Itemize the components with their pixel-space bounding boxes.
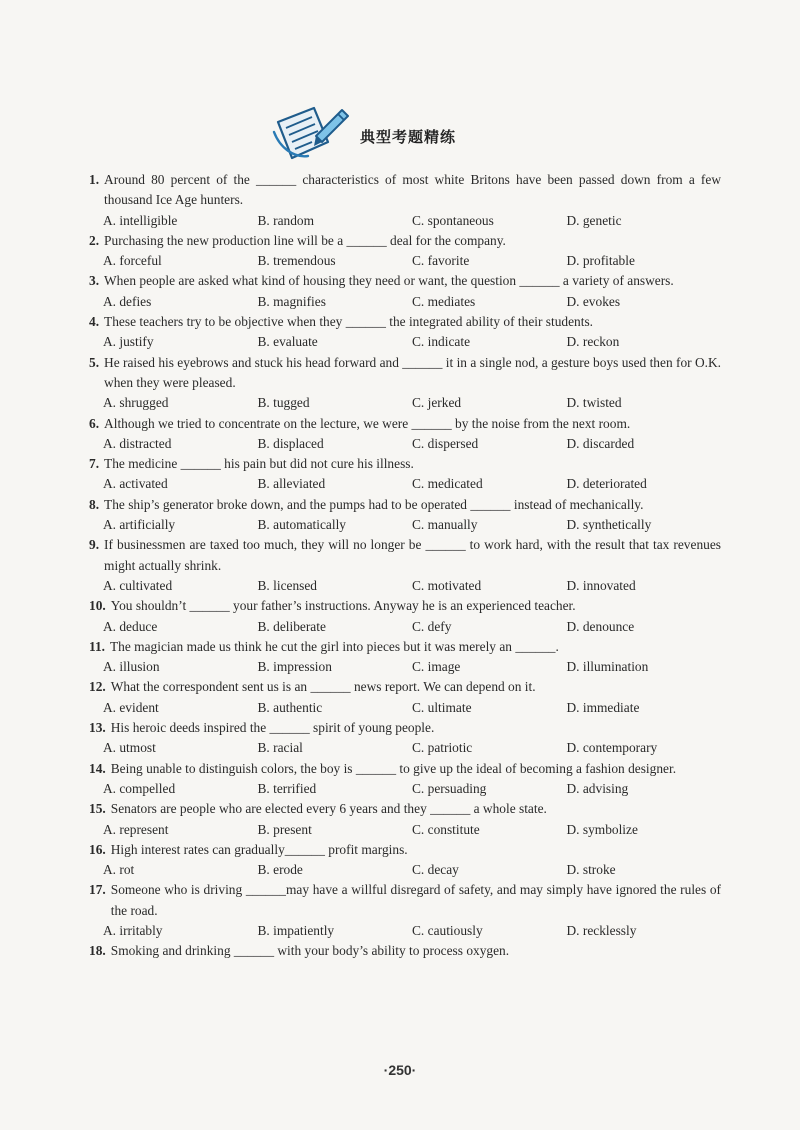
question-stem — [89, 941, 721, 961]
answer-options — [89, 292, 721, 312]
answer-options — [89, 211, 721, 231]
answer-option: C. defy — [412, 618, 452, 634]
question-stem — [89, 231, 721, 251]
question-text: Purchasing the new production line will be a ______ deal for the company. — [104, 232, 506, 248]
answer-option: B. automatically — [257, 517, 347, 533]
answer-option: A. activated — [103, 476, 168, 492]
question-item — [89, 535, 721, 596]
question-number: 5. — [89, 354, 100, 370]
answer-option: A. justify — [103, 334, 154, 350]
answer-option: A. distracted — [103, 435, 172, 451]
question-item — [89, 759, 721, 800]
question-item — [89, 637, 721, 678]
answer-option: D. reckon — [566, 334, 620, 350]
question-number: 10. — [89, 598, 106, 614]
question-number: 12. — [89, 679, 106, 695]
question-number: 7. — [89, 456, 100, 472]
question-stem — [89, 454, 721, 474]
question-text: Senators are people who are elected every 6 years and they ______ a whole state. — [110, 801, 547, 817]
answer-option: B. erode — [257, 862, 303, 878]
answer-option: A. cultivated — [103, 577, 173, 593]
question-item — [89, 353, 721, 414]
question-stem — [89, 799, 721, 819]
answer-option: A. artificially — [103, 517, 176, 533]
answer-option: B. displaced — [257, 435, 324, 451]
answer-option: B. magnifies — [257, 293, 326, 309]
question-stem — [89, 840, 721, 860]
answer-options — [89, 576, 721, 596]
question-text: He raised his eyebrows and stuck his head forward and ______ it in a single nod, a gesture boys used then for O.K. when they were pleased. — [104, 354, 721, 390]
answer-options — [89, 657, 721, 677]
question-stem — [89, 677, 721, 697]
answer-option: A. represent — [103, 821, 169, 837]
question-number: 11. — [89, 638, 105, 654]
answer-options — [89, 921, 721, 941]
section-title: 典型考题精练 — [360, 128, 457, 146]
question-item — [89, 596, 721, 637]
answer-option: D. discarded — [566, 435, 635, 451]
question-stem — [89, 495, 721, 515]
question-number: 6. — [89, 415, 100, 431]
answer-option: D. symbolize — [566, 821, 638, 837]
question-number: 9. — [89, 537, 100, 553]
question-number: 13. — [89, 720, 106, 736]
answer-options — [89, 393, 721, 413]
answer-option: C. dispersed — [412, 435, 479, 451]
question-stem — [89, 312, 721, 332]
question-stem — [89, 637, 721, 657]
answer-option: D. deteriorated — [566, 476, 647, 492]
section-header — [0, 102, 800, 162]
question-item — [89, 941, 721, 961]
answer-option: D. contemporary — [566, 740, 658, 756]
question-number: 18. — [89, 943, 106, 959]
question-item — [89, 718, 721, 759]
question-item — [89, 414, 721, 455]
answer-option: B. random — [257, 212, 315, 228]
answer-options — [89, 738, 721, 758]
answer-option: A. illusion — [103, 659, 160, 675]
question-text: Being unable to distinguish colors, the boy is ______ to give up the ideal of becoming a fashion designer. — [110, 760, 677, 776]
question-stem — [89, 880, 721, 921]
answer-option: D. twisted — [566, 395, 622, 411]
answer-option: C. indicate — [412, 334, 471, 350]
question-number: 17. — [89, 882, 106, 898]
question-stem — [89, 759, 721, 779]
answer-option: A. defies — [103, 293, 152, 309]
answer-option: C. mediates — [412, 293, 476, 309]
answer-option: C. persuading — [412, 780, 487, 796]
answer-option: C. patriotic — [412, 740, 473, 756]
answer-options — [89, 860, 721, 880]
question-text: What the correspondent sent us is an ______ news report. We can depend on it. — [110, 679, 536, 695]
question-number: 2. — [89, 232, 100, 248]
answer-option: D. profitable — [566, 253, 635, 269]
question-stem — [89, 414, 721, 434]
question-text: Smoking and drinking ______ with your body’s ability to process oxygen. — [110, 943, 510, 959]
question-item — [89, 271, 721, 312]
answer-option: B. impression — [257, 659, 332, 675]
answer-option: A. intelligible — [103, 212, 178, 228]
question-item — [89, 454, 721, 495]
question-stem — [89, 271, 721, 291]
answer-option: B. present — [257, 821, 312, 837]
question-text: His heroic deeds inspired the ______ spirit of young people. — [110, 720, 435, 736]
answer-option: B. authentic — [257, 699, 323, 715]
question-text: High interest rates can gradually______ profit margins. — [110, 841, 408, 857]
question-text: Someone who is driving ______may have a willful disregard of safety, and may simply have ignored the rules of the road. — [110, 882, 721, 918]
answer-option: A. rot — [103, 862, 135, 878]
answer-options — [89, 251, 721, 271]
answer-options — [89, 698, 721, 718]
answer-option: B. tugged — [257, 395, 310, 411]
question-number: 8. — [89, 496, 100, 512]
answer-option: D. evokes — [566, 293, 621, 309]
answer-options — [89, 779, 721, 799]
answer-option: D. stroke — [566, 862, 616, 878]
answer-option: B. racial — [257, 740, 303, 756]
answer-option: D. genetic — [566, 212, 622, 228]
question-number: 4. — [89, 314, 100, 330]
question-stem — [89, 596, 721, 616]
answer-option: B. evaluate — [257, 334, 318, 350]
question-text: The magician made us think he cut the girl into pieces but it was merely an ______. — [110, 638, 559, 654]
question-number: 16. — [89, 841, 106, 857]
answer-option: C. cautiously — [412, 922, 483, 938]
answer-option: B. tremendous — [257, 253, 336, 269]
answer-option: D. innovated — [566, 577, 636, 593]
question-item — [89, 840, 721, 881]
question-item — [89, 677, 721, 718]
question-number: 1. — [89, 172, 100, 187]
answer-option: A. evident — [103, 699, 159, 715]
answer-option: D. denounce — [566, 618, 635, 634]
question-item — [89, 312, 721, 353]
answer-options — [89, 332, 721, 352]
question-stem — [89, 353, 721, 394]
answer-option: D. synthetically — [566, 517, 652, 533]
answer-option: D. illumination — [566, 659, 649, 675]
answer-option: C. motivated — [412, 577, 482, 593]
question-text: These teachers try to be objective when they ______ the integrated ability of their students. — [104, 314, 594, 330]
answer-option: A. deduce — [103, 618, 158, 634]
question-text: You shouldn’t ______ your father’s instructions. Anyway he is an experienced teacher. — [110, 598, 576, 614]
answer-option: C. constitute — [412, 821, 480, 837]
answer-option: C. decay — [412, 862, 459, 878]
answer-options — [89, 820, 721, 840]
question-number: 15. — [89, 801, 106, 817]
answer-options — [89, 515, 721, 535]
question-number: 14. — [89, 760, 106, 776]
question-list — [89, 170, 721, 962]
answer-option: C. spontaneous — [412, 212, 494, 228]
answer-option: B. terrified — [257, 780, 317, 796]
question-text: The ship’s generator broke down, and the pumps had to be operated ______ instead of mechanically. — [104, 496, 644, 512]
question-item — [89, 495, 721, 536]
pen-and-paper-icon — [272, 102, 354, 162]
answer-option: D. recklessly — [566, 922, 637, 938]
answer-options — [89, 617, 721, 637]
answer-option: B. impatiently — [257, 922, 335, 938]
question-number: 3. — [89, 273, 100, 289]
answer-option: D. advising — [566, 780, 629, 796]
answer-option: C. jerked — [412, 395, 462, 411]
question-stem — [89, 170, 721, 211]
question-stem — [89, 718, 721, 738]
question-text: Although we tried to concentrate on the lecture, we were ______ by the noise from the next room. — [104, 415, 631, 431]
question-text: The medicine ______ his pain but did not cure his illness. — [104, 456, 414, 472]
answer-option: C. manually — [412, 517, 478, 533]
answer-option: C. medicated — [412, 476, 483, 492]
answer-option: B. alleviated — [257, 476, 326, 492]
question-item — [89, 231, 721, 272]
answer-options — [89, 434, 721, 454]
answer-option: A. shrugged — [103, 395, 169, 411]
question-item — [89, 880, 721, 941]
question-text: When people are asked what kind of housing they need or want, the question ______ a variety of answers. — [104, 273, 674, 289]
answer-option: A. irritably — [103, 922, 163, 938]
answer-option: A. compelled — [103, 780, 176, 796]
answer-option: A. utmost — [103, 740, 156, 756]
page-number: ·250· — [383, 1062, 417, 1078]
answer-option: D. immediate — [566, 699, 640, 715]
question-item — [89, 799, 721, 840]
answer-option: B. licensed — [257, 577, 317, 593]
question-text: Around 80 percent of the ______ characteristics of most white Britons have been passed down from a few thousand Ice Age hunters. — [104, 172, 721, 208]
question-text: If businessmen are taxed too much, they will no longer be ______ to work hard, with the result that tax revenues might actually shrink. — [104, 537, 721, 573]
answer-option: C. favorite — [412, 253, 470, 269]
answer-option: C. ultimate — [412, 699, 472, 715]
question-item — [89, 170, 721, 231]
answer-option: C. image — [412, 659, 461, 675]
answer-option: A. forceful — [103, 253, 162, 269]
question-stem — [89, 535, 721, 576]
answer-options — [89, 474, 721, 494]
answer-option: B. deliberate — [257, 618, 326, 634]
